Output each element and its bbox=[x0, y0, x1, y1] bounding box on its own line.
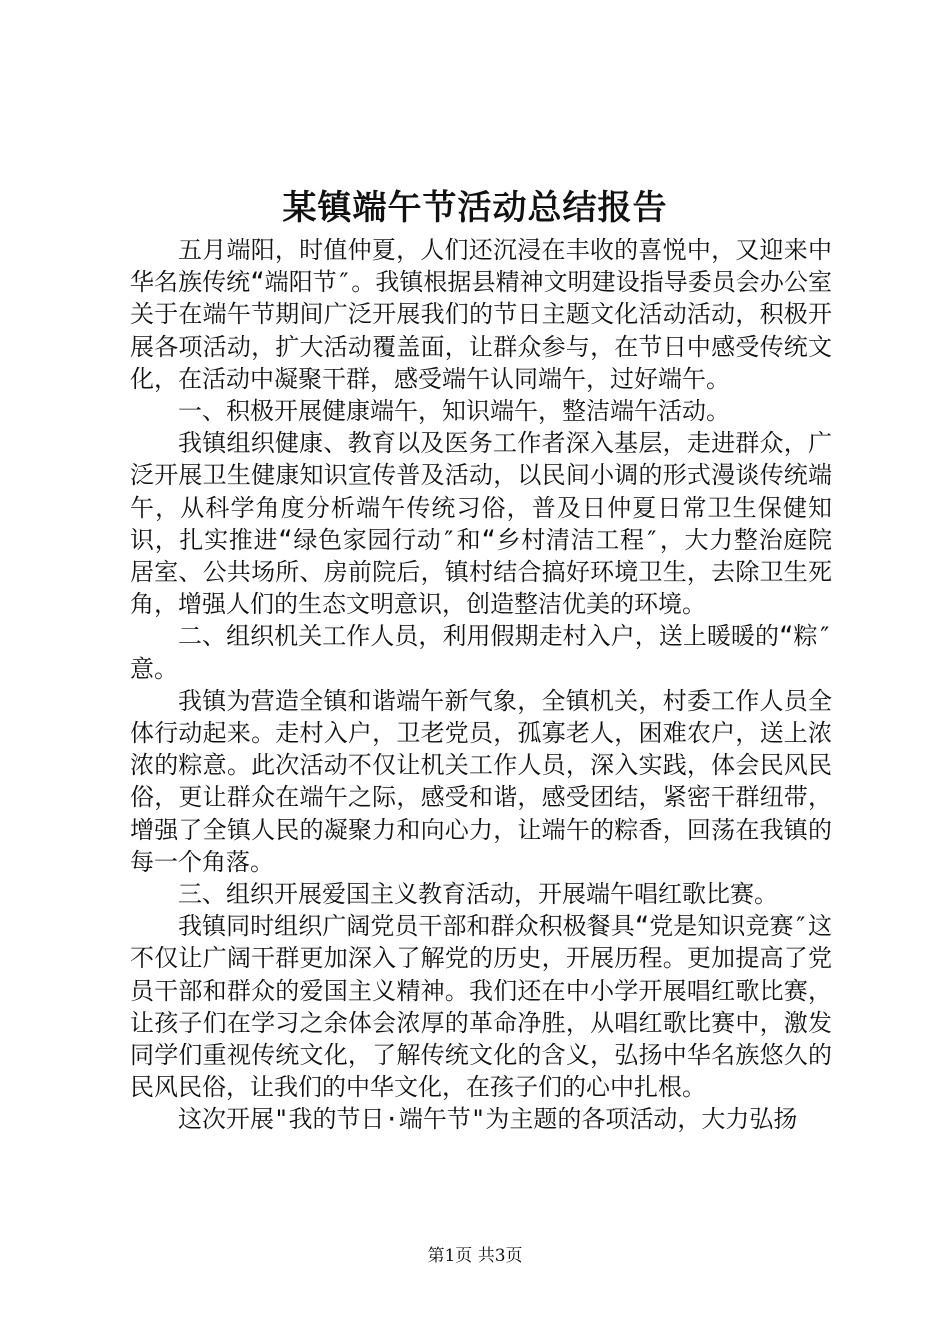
paragraph-intro: 五月端阳，时值仲夏，人们还沉浸在丰收的喜悦中，又迎来中华名族传统“端阳节″。我镇根据县精神文明建设指导委员会办公室关于在端午节期间广泛开展我们的节日主题文化活动活动，积极开展各项活动，扩大活动覆盖面，让群众参与，在节日中感受传统文化，在活动中凝聚干群，感受端午认同端午，过好端午。 bbox=[130, 236, 832, 393]
paragraph-section-1: 我镇组织健康、教育以及医务工作者深入基层，走进群众，广泛开展卫生健康知识宣传普及活动，以民间小调的形式漫谈传统端午，从科学角度分析端午传统习俗，普及日仲夏日常卫生保健知识，扎实推进“绿色家园行动″和“乡村清洁工程″，大力整治庭院居室、公共场所、房前院后，镇村结合搞好环境卫生，去除卫生死角，增强人们的生态文明意识，创造整洁优美的环境。 bbox=[130, 429, 832, 619]
paragraph-section-3: 我镇同时组织广阔党员干部和群众积极餐具“党是知识竞赛″这不仅让广阔干群更加深入了解党的历史，开展历程。更加提高了党员干部和群众的爱国主义精神。我们还在中小学开展唱红歌比赛，让孩子们在学习之余体会浓厚的革命净胜，从唱红歌比赛中，激发同学们重视传统文化，了解传统文化的含义，弘扬中华名族悠久的民风民俗，让我们的中华文化，在孩子们的心中扎根。 bbox=[130, 912, 832, 1102]
section-heading-2: 二、组织机关工作人员，利用假期走村入户，送上暖暖的“粽″意。 bbox=[130, 622, 832, 683]
paragraph-closing: 这次开展"我的节日·端午节"为主题的各项活动，大力弘扬 bbox=[178, 1105, 798, 1134]
paragraph-section-2: 我镇为营造全镇和谐端午新气象，全镇机关，村委工作人员全体行动起来。走村入户，卫老党员，孤寡老人，困难农户，送上浓浓的粽意。此次活动不仅让机关工作人员，深入实践，体会民风民俗，更让群众在端午之际，感受和谐，感受团结，紧密干群纽带，增强了全镇人民的凝聚力和向心力，让端午的粽香，回荡在我镇的每一个角落。 bbox=[130, 686, 832, 876]
document-title: 某镇端午节活动总结报告 bbox=[282, 188, 668, 228]
section-heading-1: 一、积极开展健康端午，知识端午，整洁端午活动。 bbox=[178, 397, 730, 426]
document-body bbox=[130, 234, 832, 1136]
page-number: 第1页 共3页 bbox=[427, 1246, 523, 1266]
section-heading-3: 三、组织开展爱国主义教育活动，开展端午唱红歌比赛。 bbox=[178, 880, 778, 909]
